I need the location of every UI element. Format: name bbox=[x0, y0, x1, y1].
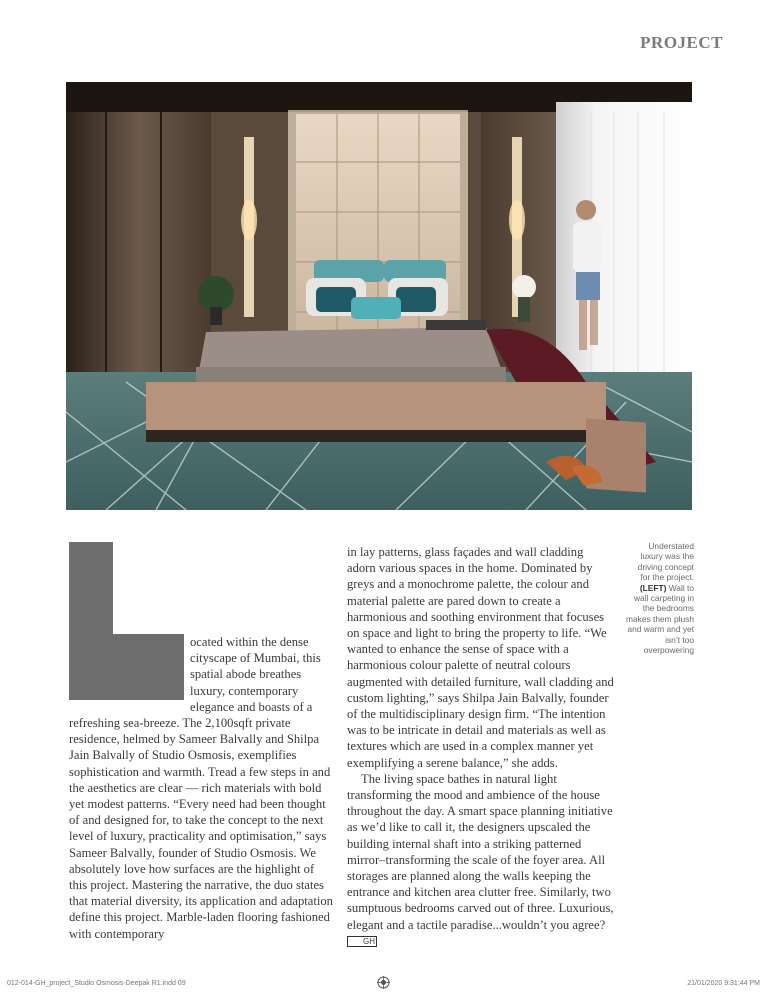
article-paragraph-2: in lay patterns, glass façades and wall cladding adorn various spaces in the home. Dominated by greys and a monochrome palette, the colour and material palette are pared down to create a harmonious and soothing environment that focuses on space and light to bring the property to life. “We wanted to enhance the sense of space with a harmonious colour palette of neutral colours augmented with detailed furniture, wall cladding and custom lighting,” says Shilpa Jain Balvally, founder of the multidisciplinary design firm. “The intention was to be intricate in detail and materials as well as textures which are used in a complex manner yet exemplifying a serene balance,” she adds. bbox=[347, 545, 614, 770]
registration-mark-icon bbox=[377, 976, 390, 989]
article-column-2 bbox=[347, 544, 614, 949]
article-column-1 bbox=[69, 715, 335, 942]
end-mark-icon: GH bbox=[347, 936, 377, 947]
caption-tag: (LEFT) bbox=[639, 582, 667, 593]
bedroom-photo bbox=[66, 82, 692, 510]
article-paragraph-3: The living space bathes in natural light transforming the mood and ambience of the house throughout the day. A smart space planning initiative as we’d like to call it, the designers upscaled the building internal shaft into a striking patterned mirror–transforming the scale of the foyer area. All storages are planned along the walls keeping the entrance and kitchen area clutter free. Similarly, two sumptuous bedrooms carved out of three. Luxurious, elegant and a tactile paradise...wouldn’t you agree? GH bbox=[347, 771, 614, 946]
article-intro: ocated within the dense cityscape of Mumbai, this spatial abode breathes luxury, contemporary elegance and boasts of a bbox=[190, 635, 321, 714]
section-label: PROJECT bbox=[640, 33, 723, 52]
dropcap-letter-l bbox=[69, 542, 184, 700]
article-paragraph-1: refreshing sea-breeze. The 2,100sqft private residence, helmed by Sameer Balvally and Shilpa Jain Balvally of Studio Osmosis, exemplifies sophistication and warmth. Tread a few steps in and the aesthetics are clear — rich materials with bold yet modest patterns. “Every need had been thought of and designed for, to take the concept to the next level of luxury, practicality and optimisation,” says Sameer Balvally, founder of Studio Osmosis. We absolutely love how surfaces are the highlight of this project. Mastering the narrative, the duo states that material diversity, its application and adaptation define this project. Marble-laden flooring fashioned with contemporary bbox=[69, 716, 333, 941]
footer-timestamp: 21/01/2020 9:31:44 PM bbox=[687, 980, 760, 987]
footer-file-info: 012-014-GH_project_Studio Osmosis-Deepak R1.indd 09 bbox=[7, 980, 186, 987]
photo-caption: Understated luxury was the driving concept for the project. (LEFT) Wall to wall carpeting in the bedrooms makes them plush and warm and yet isn’t too overpowering bbox=[626, 541, 694, 656]
